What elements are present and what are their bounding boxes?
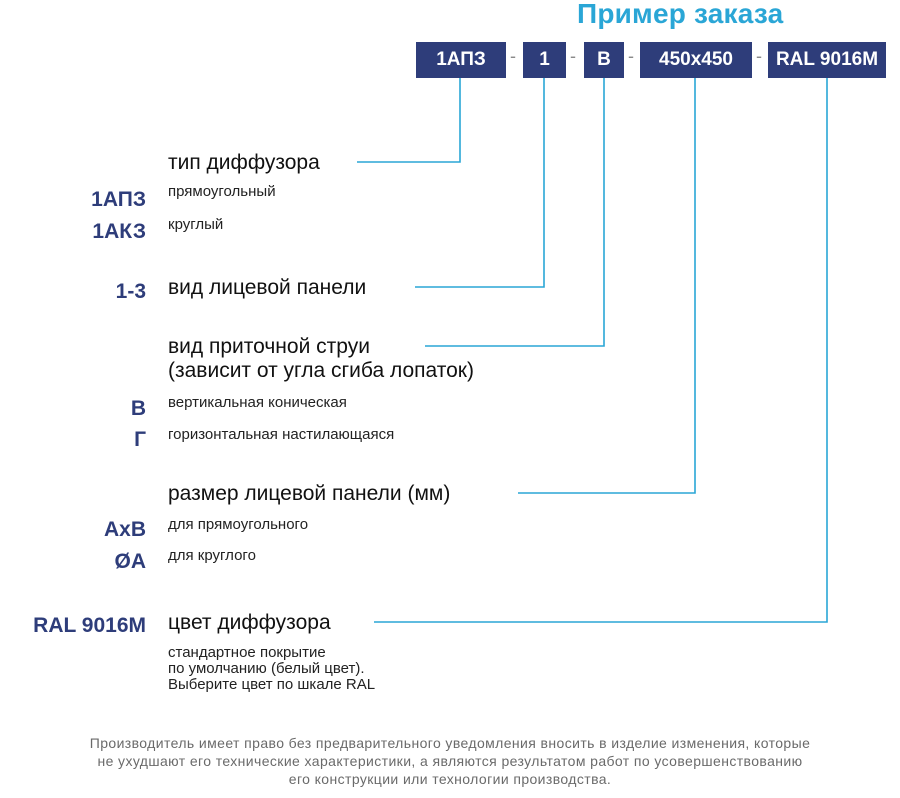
type-label: тип диффузора	[168, 151, 320, 174]
footer-line: Производитель имеет право без предварительного уведомления вносить в изделие изменения, которые	[89, 735, 811, 751]
jet-label-note: (зависит от угла сгиба лопаток)	[168, 359, 474, 382]
size-code-round: ØA	[114, 550, 146, 573]
type-code-round: 1АКЗ	[92, 220, 146, 243]
type-desc-rect: прямоугольный	[168, 183, 276, 200]
footer-note	[0, 734, 900, 788]
size-desc-round: для круглого	[168, 547, 256, 564]
jet-desc-vertical: вертикальная коническая	[168, 394, 347, 411]
color-label: цвет диффузора	[168, 611, 331, 634]
jet-label: вид приточной струи	[168, 335, 370, 358]
footer-line: не ухудшают его технические характеристики, а являются результатом работ по усовершенствованию	[97, 753, 803, 769]
separator: -	[756, 46, 762, 66]
color-desc-line2: по умолчанию (белый цвет).	[168, 660, 365, 677]
size-label: размер лицевой панели (мм)	[168, 482, 451, 505]
code-box-panel: 1	[523, 42, 566, 78]
jet-desc-horizontal: горизонтальная настилающаяся	[168, 426, 395, 443]
separator: -	[628, 46, 634, 66]
panel-label: вид лицевой панели	[168, 276, 367, 299]
color-code: RAL 9016M	[33, 614, 146, 637]
code-box-type: 1АПЗ	[416, 42, 506, 78]
color-desc-line3: Выберите цвет по шкале RAL	[168, 676, 376, 693]
connector-jet	[425, 78, 604, 346]
page-title: Пример заказа	[577, 0, 784, 29]
separator: -	[510, 46, 516, 66]
type-desc-round: круглый	[168, 216, 224, 233]
code-box-size: 450x450	[640, 42, 752, 78]
footer-line: его конструкции или технологии производства.	[288, 771, 612, 787]
panel-code: 1-3	[115, 280, 146, 303]
type-code-rect: 1АПЗ	[91, 188, 146, 211]
jet-code-horizontal: Г	[134, 428, 146, 451]
jet-code-vertical: В	[130, 397, 146, 420]
color-desc-line1: стандартное покрытие	[168, 644, 326, 661]
connector-color	[374, 78, 827, 622]
separator: -	[570, 46, 576, 66]
code-box-jet: В	[584, 42, 624, 78]
size-code-rect: AxB	[103, 518, 146, 541]
code-box-color: RAL 9016M	[768, 42, 886, 78]
connector-type	[357, 78, 460, 162]
connector-panel	[415, 78, 544, 287]
size-desc-rect: для прямоугольного	[168, 516, 309, 533]
